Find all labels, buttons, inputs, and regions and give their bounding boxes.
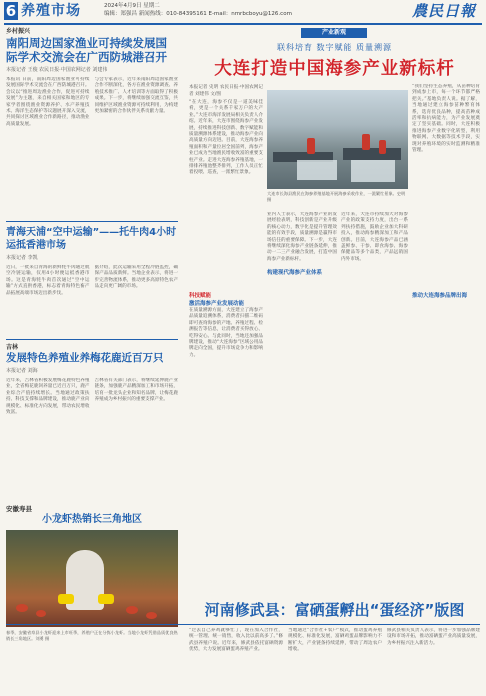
bottom-left-story	[6, 505, 178, 641]
story2-byline: 本报记者 李凯	[6, 255, 38, 261]
feature-byline: 本报记者 史明 农民日报·中国农网记者 刘建伟 文/图	[189, 85, 263, 97]
bottom-rule	[6, 624, 480, 625]
feature-title: 大连打造中国海参产业新标杆	[214, 59, 455, 79]
story2-body-col2: 据介绍，此次运输采用全程冷链监控，确保产品品质新鲜。当地企业表示，将进一步完善物流体系，推动更多高原特色农产品走向更广阔的市场。	[94, 265, 178, 290]
story2-body-col1: 近日，一批来自青海的新鲜牦牛肉通过航空冷链运输，仅用4小时便运抵香港市场。这是青海牦牛肉首次通过“空中运输”方式直供香港，标志着青海特色畜产品拓展高端市场迈出新步伐。	[6, 265, 90, 296]
issue-date: 2024年4月9日 星期二	[104, 3, 160, 9]
feature-body-col3: 在质量溯源方面，大连建立了海参产品质量追溯体系，消费者扫描二维码即可查询海参的产地、养殖过程、检测报告等信息，让消费者买得放心、吃得安心。与此同时，当地还加强品牌建设，推动“大连海参”区域公用品牌走向全国，提升市场竞争力和影响力。	[189, 308, 263, 358]
feature-subhead-1: 激活海参产业发展动能	[189, 301, 245, 307]
story2-headline: 青海天浦“空中运输”——托牛肉4小时运抵香港市场	[6, 227, 177, 251]
story3-headline: 发展特色养殖业养梅花鹿近百万只	[6, 352, 164, 364]
bottom-headline: 河南修武县：富硒蛋孵出“蛋经济”版图	[204, 601, 465, 619]
story1-headline: 南阳周边国家渔业可持续发展国际学术交流会在广西防城港召开	[6, 36, 167, 64]
feature-photo-block	[267, 90, 408, 202]
story1-kicker: 乡村振兴	[6, 28, 31, 35]
masthead	[4, 2, 482, 26]
feature-banner	[189, 28, 480, 39]
story3-kicker: 吉林	[6, 344, 19, 351]
feature-body-col5: 近年来，大连市持续加大对海参产业的政策支持力度，出台一系列扶持措施，鼓励企业加大科研投入，推动海参精深加工和产品创新。目前，大连海参产品已涵盖鲜参、干参、即食海参、海参保健品等多个品类，产品远销国内外市场。	[341, 212, 408, 262]
feature-subhead-2: 构建现代海参产业体系	[267, 270, 323, 277]
story1-body-col1: 本报讯 日前，南阳周边国家渔业可持续发展国际学术交流会在广西防城港召开。会议以“推进周边渔业合作，促进可持续发展”为主题，来自相关国家和地区的专家学者围绕渔业资源养护、水产养殖技术、海洋生态保护等议题展开深入交流，共同探讨区域渔业合作新路径，推动渔业高质量发展。	[6, 77, 90, 127]
bottom-left-kicker: 安徽寿县	[6, 505, 32, 513]
bottom-body-col3: 修武县相关负责人表示，将进一步加强品牌建设和市场开拓，推动富硒蛋产业高质量发展，为乡村振兴注入新活力。	[387, 628, 480, 646]
feature-subtitle: 联科培育 数字赋能 质量溯源	[276, 43, 393, 52]
story1-body-col2: 与会专家表示，近年来南阳周边国家渔业合作不断深化，各方在渔业资源调查、养殖技术推广、人才培训等方面取得了积极成果。下一步，将继续加强交流互鉴，共同维护区域渔业资源可持续利用，为构建更加紧密的合作伙伴关系贡献力量。	[94, 77, 178, 115]
story3-body-col2: 吉林省有关部门表示，将继续延伸鹿产业链条，加强鹿产品精深加工和市场开拓，培育一批龙头企业和知名品牌，让梅花鹿养殖成为乡村振兴的重要支撑产业。	[94, 378, 178, 403]
story3-byline: 本报记者 刘海	[6, 368, 38, 374]
divider	[6, 339, 178, 340]
paper-name: 農民日報	[411, 2, 476, 20]
bottom-left-title: 小龙虾热销长三角地区	[42, 514, 142, 525]
feature-sub-kicker: 科技赋能	[189, 293, 212, 299]
crayfish-sorting-photo	[6, 530, 178, 627]
feature-photo-caption: 大连市长海县渔民在海参养殖基地开展海参采收作业，一派繁忙景象。史明 摄	[267, 191, 406, 202]
feature-body-col1: “在大连，海参不仅是一道美味佳肴，更是一个关系千家万户的大产业。”大连市海洋发展局相关负责人介绍。近年来，大连市围绕海参产业发展，持续推进科技创新、数字赋能和质量溯源体系建设，推动海参产业向高质量方向迈进。目前，大连海参养殖面积和产量位居全国前列，海参产业已成为当地渔民增收致富的重要支柱产业。走进大连海参养殖基地，一排排养殖池整齐排列，工作人员正忙着投喂、巡查，一派繁忙景象。	[189, 100, 263, 176]
bottom-body-col1: “过去自己养鸡就够忙了，现在加入合作社，统一管理、统一销售，收入比以前高多了。”修武县养殖户说。近年来，修武县依托富硒资源优势，大力发展富硒蛋鸡养殖产业。	[189, 628, 283, 653]
feature-subhead-3: 推动大连海参品牌出海	[412, 293, 468, 299]
divider	[6, 221, 178, 222]
feature-tag: 产业新观	[301, 28, 367, 38]
editor-contact: 编辑：郑强昌 新闻热线：010-84395161 E-mail：nmrbcboyu@126.com	[104, 11, 292, 17]
story1-byline: 本报记者 王俊 农民日报·中国农网记者 刘建伟	[6, 67, 108, 73]
masthead-rule	[4, 23, 482, 25]
page-number: 6	[5, 2, 17, 20]
feature-body-col4: 业内人士表示，大连海参产业的发展经验表明，科技创新是产业升级的核心动力，数字化是提升管理效能的有效手段，质量溯源是赢得市场信任的重要保障。下一步，大连将继续深化海参产业链条延伸，推动一二三产业融合发展，打造中国海参产业新标杆。	[267, 212, 337, 262]
sea-cucumber-harvest-photo	[267, 90, 408, 189]
section-name: 养殖市场	[21, 3, 81, 19]
bottom-left-caption: 春季，安徽省寿县小龙虾迎来上市旺季，养殖户正在分拣小龙虾。当地小龙虾凭借品质优良热销长三角地区。刘勇 摄	[6, 630, 178, 641]
story3-body-col1: 近年来，吉林省积极发展梅花鹿特色养殖业，全省梅花鹿饲养量已近百万只，鹿产业综合产值持续增长。当地通过政策扶持、科技支撑和品牌建设，推动鹿产业向规模化、标准化方向发展，带动农民增收致富。	[6, 378, 90, 416]
bottom-body-col2: 当地通过“合作社+农户”模式，推动蛋鸡养殖规模化、标准化发展，富硒鸡蛋品牌影响力不断扩大，产业链条持续延伸，带动了周边农户增收。	[288, 628, 382, 653]
feature-body-col2: “我们坚持生态养殖，从苗种培育到成参上市，每一个环节都严格把关。”基地负责人说。据了解，当地通过建立海参苗种繁育体系，选育优良品种，提高苗种成活率和抗病能力，为产业发展奠定了坚实基础。同时，大连积极推进海参产业数字化转型，利用物联网、大数据等技术手段，实现对养殖环境的实时监测和精准管理。	[412, 84, 480, 154]
left-column	[6, 28, 178, 496]
